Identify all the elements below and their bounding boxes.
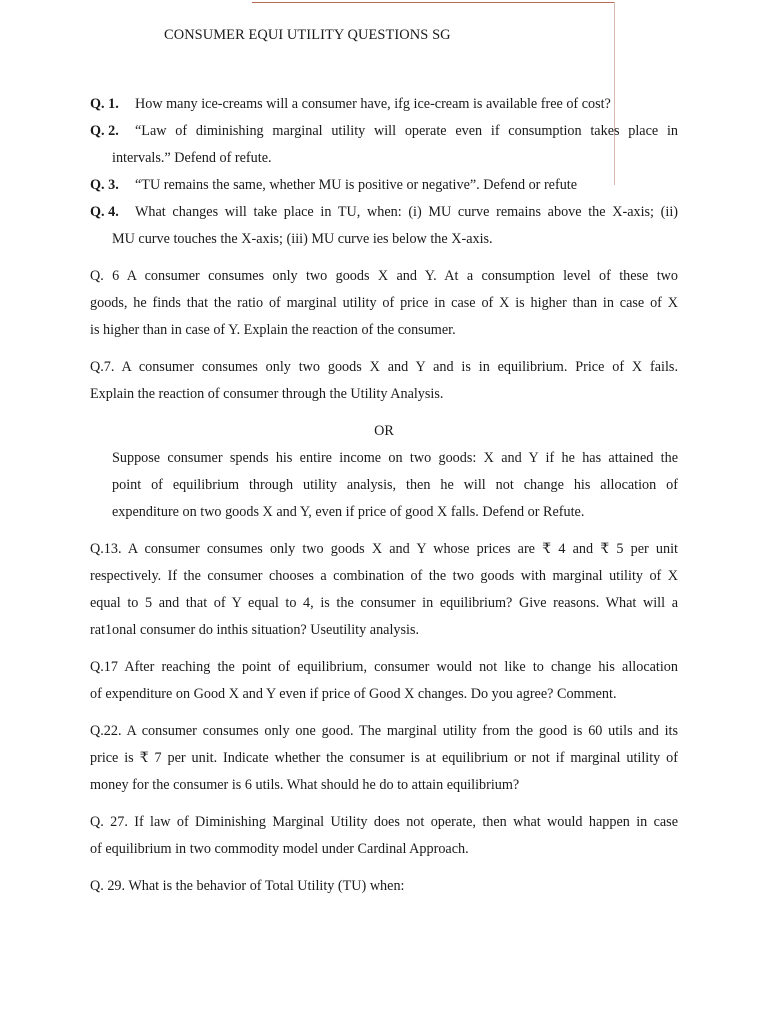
question-27 <box>90 809 678 863</box>
paragraph-line: price is ₹ 7 per unit. Indicate whether the consumer is at equilibrium or not if marginal utility of <box>90 750 678 766</box>
paragraph-line: Q.22. A consumer consumes only one good. The marginal utility from the good is 60 utils and its <box>90 723 678 739</box>
question-text-continued: intervals.” Defend of refute. <box>112 150 272 166</box>
paragraph-line: Q.7. A consumer consumes only two goods X and Y and is in equilibrium. Price of X fails. <box>90 359 678 375</box>
question-text: What changes will take place in TU, when: (i) MU curve remains above the X-axis; (ii) <box>135 204 678 220</box>
question-text: “TU remains the same, whether MU is positive or negative”. Defend or refute <box>135 177 578 193</box>
paragraph-line: Q.17 After reaching the point of equilibrium, consumer would not like to change his allocation <box>90 659 678 675</box>
or-separator: OR <box>374 423 394 439</box>
paragraph-line: Q. 27. If law of Diminishing Marginal Utility does not operate, then what would happen in case <box>90 814 678 830</box>
question-text: How many ice-creams will a consumer have, ifg ice-cream is available free of cost? <box>135 96 611 112</box>
paragraph-line: expenditure on two goods X and Y, even if price of good X falls. Defend or Refute. <box>112 504 585 520</box>
question-text: “Law of diminishing marginal utility will operate even if consumption takes place in <box>135 123 678 139</box>
question-2-continuation <box>90 145 678 172</box>
paragraph-line: of expenditure on Good X and Y even if price of Good X changes. Do you agree? Comment. <box>90 686 617 702</box>
question-7-alternative <box>90 445 678 526</box>
paragraph-line: Q. 6 A consumer consumes only two goods X and Y. At a consumption level of these two <box>90 268 678 284</box>
question-7 <box>90 354 678 408</box>
top-border-line <box>252 2 615 3</box>
paragraph-line: Suppose consumer spends his entire income on two goods: X and Y if he has attained the <box>112 450 678 466</box>
paragraph-line: Explain the reaction of consumer through the Utility Analysis. <box>90 386 444 402</box>
paragraph-line: goods, he finds that the ratio of marginal utility of price in case of X is higher than in case of X <box>90 295 678 311</box>
document-body <box>90 91 678 900</box>
question-3 <box>90 172 678 199</box>
question-number: Q. 3. <box>90 177 119 193</box>
paragraph-line: rat1onal consumer do inthis situation? Useutility analysis. <box>90 622 420 638</box>
question-13 <box>90 536 678 644</box>
question-number: Q. 2. <box>90 123 119 139</box>
question-29 <box>90 873 678 900</box>
paragraph-line: money for the consumer is 6 utils. What should he do to attain equilibrium? <box>90 777 520 793</box>
document-title: CONSUMER EQUI UTILITY QUESTIONS SG <box>164 27 451 43</box>
question-17 <box>90 654 678 708</box>
paragraph-line: point of equilibrium through utility analysis, then he will not change his allocation of <box>112 477 678 493</box>
question-2 <box>90 118 678 145</box>
question-4 <box>90 199 678 226</box>
question-text-continued: MU curve touches the X-axis; (iii) MU curve ies below the X-axis. <box>112 231 493 247</box>
paragraph-line: of equilibrium in two commodity model under Cardinal Approach. <box>90 841 469 857</box>
question-22 <box>90 718 678 799</box>
paragraph-line: equal to 5 and that of Y equal to 4, is the consumer in equilibrium? Give reasons. What will a <box>90 595 678 611</box>
question-1 <box>90 91 678 118</box>
paragraph-line: is higher than in case of Y. Explain the reaction of the consumer. <box>90 322 456 338</box>
question-6 <box>90 263 678 344</box>
paragraph-line: Q. 29. What is the behavior of Total Utility (TU) when: <box>90 878 405 894</box>
question-number: Q. 4. <box>90 204 119 220</box>
paragraph-line: Q.13. A consumer consumes only two goods X and Y whose prices are ₹ 4 and ₹ 5 per unit <box>90 541 678 557</box>
question-number: Q. 1. <box>90 96 119 112</box>
paragraph-line: respectively. If the consumer chooses a combination of the two goods with marginal utility of X <box>90 568 678 584</box>
question-4-continuation <box>90 226 678 253</box>
